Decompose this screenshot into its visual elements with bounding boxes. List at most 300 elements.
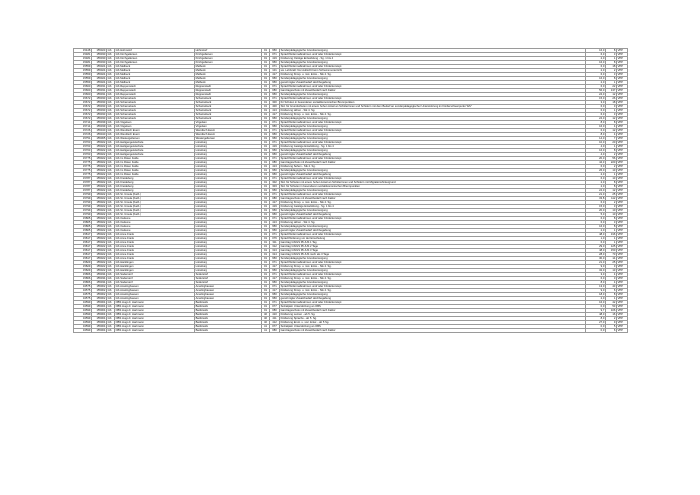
city-cell: Wendisch Evern bbox=[195, 133, 262, 137]
count-cell: 112 bbox=[606, 197, 617, 201]
level-cell: 01 bbox=[262, 149, 270, 153]
hours-cell: 32,0 bbox=[586, 269, 606, 273]
level-cell: 01 bbox=[262, 185, 270, 189]
code-cell: 071 bbox=[270, 285, 280, 289]
school-name-cell: GS Soderstorf bbox=[115, 277, 195, 281]
office-id-cell: 155022 bbox=[92, 177, 107, 181]
school-id-cell: 15799 bbox=[74, 205, 92, 209]
city-cell: Vögelsen bbox=[195, 121, 262, 125]
school-type-cell: GS bbox=[107, 297, 115, 301]
code-cell: 302 bbox=[270, 181, 280, 185]
count-cell: 12 bbox=[606, 189, 617, 193]
code-cell: 950 bbox=[270, 173, 280, 177]
school-name-cell: GS Scharnebeck bbox=[115, 105, 195, 109]
measure-cell: genehmigter Zusatzbedarf Hochbegabung bbox=[280, 229, 586, 233]
level-cell: 01 bbox=[262, 209, 270, 213]
office-id-cell: 155022 bbox=[92, 149, 107, 153]
school-type-cell: GS bbox=[107, 165, 115, 169]
code-cell: 950 bbox=[270, 61, 280, 65]
school-type-cell: GS bbox=[107, 301, 115, 305]
office-id-cell: 155004 bbox=[92, 329, 107, 333]
school-name-cell: GS Heiligengeistschule bbox=[115, 153, 195, 157]
school-id-cell: 15763 bbox=[74, 149, 92, 153]
measure-cell: Förderung Kinsp. u. mot. Entw. - Stk 4. Sg. bbox=[280, 265, 586, 269]
school-name-cell: GS Oedeme bbox=[115, 217, 195, 221]
level-cell: 40 bbox=[262, 321, 270, 325]
measure-cell: Sonderpädagogische Grundversorgung bbox=[280, 137, 586, 141]
count-cell: 1 bbox=[606, 173, 617, 177]
count-cell: 20 bbox=[606, 141, 617, 145]
level-cell: 01 bbox=[262, 249, 270, 253]
code-cell: 950 bbox=[270, 81, 280, 85]
unit-cell: VPP bbox=[617, 57, 628, 61]
school-type-cell: GS bbox=[107, 85, 115, 89]
school-name-cell: GS Melbeck bbox=[115, 65, 195, 69]
school-id-cell: 15829 bbox=[74, 261, 92, 265]
count-cell: 6 bbox=[606, 289, 617, 293]
school-type-cell: GS bbox=[107, 141, 115, 145]
code-cell: 417 bbox=[270, 265, 280, 269]
city-cell: Bardowick bbox=[195, 313, 262, 317]
school-type-cell: GS bbox=[107, 153, 115, 157]
code-cell: 071 bbox=[270, 97, 280, 101]
unit-cell: VPP bbox=[617, 53, 628, 57]
measure-cell: Sonderpädagogische Grundversorgung bbox=[280, 117, 586, 121]
hours-cell: 16,0 bbox=[586, 301, 606, 305]
level-cell: 01 bbox=[262, 265, 270, 269]
count-cell: 56 bbox=[606, 157, 617, 161]
city-cell: Lüneburg bbox=[195, 201, 262, 205]
school-id-cell: 15559 bbox=[74, 81, 92, 85]
measure-cell: Förderung Hören - Stk 4. Sg. bbox=[280, 221, 586, 225]
school-id-cell: 34575 bbox=[74, 297, 92, 301]
code-cell: 071 bbox=[270, 177, 280, 181]
school-name-cell: GS Scharnebeck bbox=[115, 113, 195, 117]
office-id-cell: 155024 bbox=[92, 65, 107, 69]
school-id-cell: 15805 bbox=[74, 225, 92, 229]
school-name-cell: GS Scharnebeck bbox=[115, 109, 195, 113]
hours-cell: 16,0 bbox=[586, 149, 606, 153]
school-name-cell: GS Im Roten Felde bbox=[115, 157, 195, 161]
count-cell: 1 bbox=[606, 81, 617, 85]
hours-cell: 20,0 bbox=[586, 209, 606, 213]
code-cell: 950 bbox=[270, 269, 280, 273]
measure-cell: Sprachfördermaßnahmen und/ oder Förderkonzept bbox=[280, 301, 586, 305]
measure-cell: Förderung Lernen - ab 5. Sg. bbox=[280, 313, 586, 317]
code-cell: 410 bbox=[270, 313, 280, 317]
office-id-cell: 155004 bbox=[92, 305, 107, 309]
city-cell: Kirchgellersen bbox=[195, 61, 262, 65]
unit-cell: VPP bbox=[617, 137, 628, 141]
unit-cell: VPP bbox=[617, 209, 628, 213]
school-name-cell: GS Anne Frank bbox=[115, 241, 195, 245]
count-cell: 1 bbox=[606, 241, 617, 245]
measure-cell: sw. Lehrkraft: Nur Aufsicht beim Schwimmunterricht bbox=[280, 69, 586, 73]
unit-cell: VPP bbox=[617, 169, 628, 173]
office-id-cell: 155033 bbox=[92, 105, 107, 109]
count-cell: 1 bbox=[606, 237, 617, 241]
school-id-cell: 15799 bbox=[74, 201, 92, 205]
unit-cell: VPP bbox=[617, 261, 628, 265]
code-cell: 076 bbox=[270, 237, 280, 241]
level-cell: 01 bbox=[262, 161, 270, 165]
code-cell: 950 bbox=[270, 117, 280, 121]
measure-cell: Sonderpädagogische Grundversorgung bbox=[280, 133, 586, 137]
level-cell: 41 bbox=[262, 325, 270, 329]
city-cell: Amelinghausen bbox=[195, 289, 262, 293]
level-cell: 41 bbox=[262, 329, 270, 333]
school-name-cell: GS Häcklingen bbox=[115, 265, 195, 269]
school-type-cell: GS bbox=[107, 125, 115, 129]
office-id-cell: 155022 bbox=[92, 205, 107, 209]
unit-cell: VPP bbox=[617, 321, 628, 325]
count-cell: 3 bbox=[606, 53, 617, 57]
code-cell: 071 bbox=[270, 121, 280, 125]
code-cell: 071 bbox=[270, 273, 280, 277]
hours-cell: 24,0 bbox=[586, 117, 606, 121]
school-type-cell: GS bbox=[107, 225, 115, 229]
city-cell: Lüneburg bbox=[195, 257, 262, 261]
hours-cell: 6,0 bbox=[586, 241, 606, 245]
level-cell: 01 bbox=[262, 177, 270, 181]
unit-cell: VPP bbox=[617, 285, 628, 289]
measure-cell: Sprachfördermaßnahmen und/ oder Förderkonzept bbox=[280, 273, 586, 277]
city-cell: Bardowick bbox=[195, 329, 262, 333]
count-cell: 4 bbox=[606, 125, 617, 129]
level-cell: 01 bbox=[262, 145, 270, 149]
hours-cell: 4,0 bbox=[586, 145, 606, 149]
city-cell: Lüneburg bbox=[195, 221, 262, 225]
school-type-cell: GS bbox=[107, 105, 115, 109]
code-cell: 071 bbox=[270, 157, 280, 161]
city-cell: Kirchgellersen bbox=[195, 53, 262, 57]
code-cell: 080 bbox=[270, 89, 280, 93]
level-cell: 01 bbox=[262, 233, 270, 237]
school-type-cell: GS bbox=[107, 237, 115, 241]
office-id-cell: 155022 bbox=[92, 241, 107, 245]
school-name-cell: GS Oedeme bbox=[115, 225, 195, 229]
hours-cell: 6,0 bbox=[586, 129, 606, 133]
level-cell: 01 bbox=[262, 73, 270, 77]
unit-cell: VPP bbox=[617, 141, 628, 145]
unit-cell: VPP bbox=[617, 77, 628, 81]
level-cell: 01 bbox=[262, 61, 270, 65]
code-cell: 950 bbox=[270, 213, 280, 217]
measure-cell: Sprachfördermaßnahmen und/ oder Förderkonzept bbox=[280, 141, 586, 145]
school-type-cell: GS bbox=[107, 277, 115, 281]
school-type-cell: GS bbox=[107, 81, 115, 85]
school-id-cell: 34599 bbox=[74, 313, 92, 317]
level-cell: 01 bbox=[262, 81, 270, 85]
school-id-cell: 15672 bbox=[74, 117, 92, 121]
school-name-cell: GS Reppenstedt bbox=[115, 85, 195, 89]
hours-cell: 26,0 bbox=[586, 169, 606, 173]
unit-cell: VPP bbox=[617, 269, 628, 273]
school-type-cell: GS bbox=[107, 109, 115, 113]
hours-cell: 16,0 bbox=[586, 77, 606, 81]
city-cell: Bardowick bbox=[195, 309, 262, 313]
school-type-cell: GS bbox=[107, 113, 115, 117]
measure-cell: Sonderpädagogische Grundversorgung bbox=[280, 257, 586, 261]
hours-cell: 14,0 bbox=[586, 137, 606, 141]
measure-cell: Förderung Ostolge Entwicklung - Sg. 1 bis 4 bbox=[280, 57, 586, 61]
office-id-cell: 155022 bbox=[92, 265, 107, 269]
code-cell: 413 bbox=[270, 109, 280, 113]
measure-cell: Sonderpädagogische Grundversorgung bbox=[280, 149, 586, 153]
school-name-cell: GS Amelinghausen bbox=[115, 285, 195, 289]
office-id-cell: 155024 bbox=[92, 77, 107, 81]
level-cell: 01 bbox=[262, 85, 270, 89]
school-id-cell: 15481 bbox=[74, 61, 92, 65]
school-name-cell: GS Melbeck bbox=[115, 73, 195, 77]
city-cell: Bardowick bbox=[195, 321, 262, 325]
count-cell: 8 bbox=[606, 185, 617, 189]
count-cell: 2 bbox=[606, 165, 617, 169]
unit-cell: VPP bbox=[617, 281, 628, 285]
office-id-cell: 155034 bbox=[92, 277, 107, 281]
code-cell: 080 bbox=[270, 161, 280, 165]
hours-cell: 5,0 bbox=[586, 213, 606, 217]
code-cell: 411 bbox=[270, 317, 280, 321]
office-id-cell: 155022 bbox=[92, 189, 107, 193]
code-cell: 071 bbox=[270, 85, 280, 89]
office-id-cell: 155039 bbox=[92, 125, 107, 129]
code-cell: 080 bbox=[270, 329, 280, 333]
school-name-cell: GS Melbeck bbox=[115, 77, 195, 81]
office-id-cell: 155022 bbox=[92, 209, 107, 213]
unit-cell: VPP bbox=[617, 185, 628, 189]
code-cell: 950 bbox=[270, 153, 280, 157]
school-id-cell: 34599 bbox=[74, 317, 92, 321]
school-name-cell: GS Häcklingen bbox=[115, 261, 195, 265]
measure-cell: Ganztagsschule mit Zusatzbedarf nach Faktor bbox=[280, 89, 586, 93]
school-id-cell: 15817 bbox=[74, 253, 92, 257]
city-cell: Lüneburg bbox=[195, 205, 262, 209]
school-name-cell: GS Kirchgellersen bbox=[115, 53, 195, 57]
school-type-cell: GS bbox=[107, 73, 115, 77]
count-cell: 9 bbox=[606, 321, 617, 325]
count-cell: 22 bbox=[606, 85, 617, 89]
school-type-cell: GS bbox=[107, 257, 115, 261]
office-id-cell: 155022 bbox=[92, 229, 107, 233]
unit-cell: VPP bbox=[617, 109, 628, 113]
count-cell: 2 bbox=[606, 201, 617, 205]
hours-cell: 8,0 bbox=[586, 281, 606, 285]
city-cell: Scharnebeck bbox=[195, 101, 262, 105]
school-type-cell: GS bbox=[107, 325, 115, 329]
count-cell: 8 bbox=[606, 181, 617, 185]
measure-cell: genehmigter Zusatzbedarf Hochbegabung bbox=[280, 297, 586, 301]
count-cell: 1 bbox=[606, 109, 617, 113]
hours-cell: 6,0 bbox=[586, 53, 606, 57]
measure-cell: Sonderpädagogische Grundversorgung bbox=[280, 61, 586, 65]
school-id-cell: 15799 bbox=[74, 209, 92, 213]
school-type-cell: GS bbox=[107, 185, 115, 189]
school-type-cell: GS bbox=[107, 285, 115, 289]
office-id-cell: 155022 bbox=[92, 193, 107, 197]
hours-cell: 48,0 bbox=[586, 313, 606, 317]
school-id-cell: 15775 bbox=[74, 165, 92, 169]
unit-cell: VPP bbox=[617, 245, 628, 249]
school-id-cell: 15481 bbox=[74, 57, 92, 61]
level-cell: 01 bbox=[262, 213, 270, 217]
level-cell: 01 bbox=[262, 117, 270, 121]
school-name-cell: GS Melbeck bbox=[115, 69, 195, 73]
measure-cell: Ganztag GS/GS Pb./HS 1 Tag bbox=[280, 241, 586, 245]
office-id-cell: 155022 bbox=[92, 261, 107, 265]
unit-cell: VPP bbox=[617, 181, 628, 185]
measure-cell: genehmigter Zusatzbedarf Hochbegabung bbox=[280, 213, 586, 217]
code-cell: 077 bbox=[270, 305, 280, 309]
school-name-cell: GS Kreideberg bbox=[115, 177, 195, 181]
city-cell: Soderstorf bbox=[195, 273, 262, 277]
school-type-cell: GS bbox=[107, 49, 115, 53]
code-cell: 950 bbox=[270, 137, 280, 141]
unit-cell: VPP bbox=[617, 129, 628, 133]
school-name-cell: GS Anne Frank bbox=[115, 233, 195, 237]
unit-cell: VPP bbox=[617, 93, 628, 97]
count-cell: 1 bbox=[606, 145, 617, 149]
city-cell: Lüneburg bbox=[195, 189, 262, 193]
school-type-cell: GS bbox=[107, 169, 115, 173]
level-cell: 01 bbox=[262, 285, 270, 289]
unit-cell: VPP bbox=[617, 157, 628, 161]
school-type-cell: GS bbox=[107, 309, 115, 313]
count-cell: 5 bbox=[606, 325, 617, 329]
office-id-cell: 155004 bbox=[92, 313, 107, 317]
school-type-cell: GS bbox=[107, 117, 115, 121]
office-id-cell: 155004 bbox=[92, 321, 107, 325]
measure-cell: Förderung Kinsp. u. mot. Entw. - Stk 4. Sg. bbox=[280, 201, 586, 205]
level-cell: 01 bbox=[262, 65, 270, 69]
count-cell: 8 bbox=[606, 49, 617, 53]
hours-cell: 6,0 bbox=[586, 85, 606, 89]
office-id-cell: 155065 bbox=[92, 137, 107, 141]
hours-cell: 1,0 bbox=[586, 237, 606, 241]
count-cell: 8 bbox=[606, 217, 617, 221]
level-cell: 01 bbox=[262, 113, 270, 117]
school-name-cell: GS Scharnebeck bbox=[115, 101, 195, 105]
level-cell: 01 bbox=[262, 101, 270, 105]
school-id-cell: 15799 bbox=[74, 193, 92, 197]
school-name-cell: GS Anne Frank bbox=[115, 249, 195, 253]
city-cell: Lüneburg bbox=[195, 177, 262, 181]
school-name-cell: GS St. Ursula (Kath.) bbox=[115, 205, 195, 209]
level-cell: 01 bbox=[262, 165, 270, 169]
hours-cell: 16,0 bbox=[586, 225, 606, 229]
office-id-cell: 155002 bbox=[92, 289, 107, 293]
school-id-cell: 15559 bbox=[74, 69, 92, 73]
unit-cell: VPP bbox=[617, 309, 628, 313]
code-cell: 417 bbox=[270, 289, 280, 293]
school-type-cell: GS bbox=[107, 61, 115, 65]
school-name-cell: OBS Hugo F. Hartmann bbox=[115, 309, 195, 313]
city-cell: Soderstorf bbox=[195, 281, 262, 285]
school-name-cell: GS Anne Frank bbox=[115, 245, 195, 249]
school-id-cell: 15829 bbox=[74, 269, 92, 273]
level-cell: 40 bbox=[262, 317, 270, 321]
code-cell: 417 bbox=[270, 73, 280, 77]
city-cell: Lüneburg bbox=[195, 161, 262, 165]
office-id-cell: 155022 bbox=[92, 197, 107, 201]
school-name-cell: GS St. Ursula (Kath.) bbox=[115, 213, 195, 217]
count-cell: 4 bbox=[606, 281, 617, 285]
unit-cell: VPP bbox=[617, 153, 628, 157]
code-cell: 950 bbox=[270, 149, 280, 153]
office-id-cell: 155030 bbox=[92, 53, 107, 57]
school-id-cell: 15817 bbox=[74, 257, 92, 261]
city-cell: Amelinghausen bbox=[195, 297, 262, 301]
school-type-cell: GS bbox=[107, 57, 115, 61]
unit-cell: VPP bbox=[617, 301, 628, 305]
hours-cell: 6,0 bbox=[586, 277, 606, 281]
city-cell: Lüneburg bbox=[195, 237, 262, 241]
level-cell: 01 bbox=[262, 153, 270, 157]
school-name-cell: GS Vögelsen bbox=[115, 125, 195, 129]
city-cell: Lüneburg bbox=[195, 157, 262, 161]
code-cell: 071 bbox=[270, 193, 280, 197]
school-id-cell: 15775 bbox=[74, 173, 92, 177]
city-cell: Scharnebeck bbox=[195, 109, 262, 113]
school-name-cell: GS Im Roten Felde bbox=[115, 169, 195, 173]
level-cell: 01 bbox=[262, 125, 270, 129]
count-cell: 18 bbox=[606, 65, 617, 69]
measure-cell: Sprachfördermaßnahmen und/ oder Förderkonzept bbox=[280, 233, 586, 237]
measure-cell: Sonderpädagogische Grundversorgung bbox=[280, 125, 586, 129]
school-id-cell: 15751 bbox=[74, 137, 92, 141]
school-type-cell: GS bbox=[107, 201, 115, 205]
measure-cell: Sprachfördermaßnahmen und/ oder Förderkonzept bbox=[280, 121, 586, 125]
count-cell: 12 bbox=[606, 117, 617, 121]
measure-cell: Ganztagsschule mit Zusatzbedarf nach Faktor bbox=[280, 161, 586, 165]
count-cell: 10 bbox=[606, 209, 617, 213]
level-cell: 01 bbox=[262, 245, 270, 249]
unit-cell: VPP bbox=[617, 317, 628, 321]
school-id-cell: 15866 bbox=[74, 277, 92, 281]
level-cell: 01 bbox=[262, 137, 270, 141]
level-cell: 01 bbox=[262, 157, 270, 161]
code-cell: 950 bbox=[270, 257, 280, 261]
hours-cell: 3,0 bbox=[586, 101, 606, 105]
hours-cell: 30,0 bbox=[586, 257, 606, 261]
measure-cell: Förderung Kinsp. u. mot. Entw. - Stk 4. Sg. bbox=[280, 73, 586, 77]
code-cell: 314 bbox=[270, 253, 280, 257]
city-cell: Lüneburg bbox=[195, 233, 262, 237]
city-cell: Lüneburg bbox=[195, 241, 262, 245]
city-cell: Westergellersen bbox=[195, 137, 262, 141]
school-name-cell: GS Häcklingen bbox=[115, 269, 195, 273]
hours-cell: 6,0 bbox=[586, 113, 606, 117]
count-cell: 1 bbox=[606, 229, 617, 233]
hours-cell: 48,0 bbox=[586, 233, 606, 237]
city-cell: Melbeck bbox=[195, 81, 262, 85]
level-cell: 01 bbox=[262, 141, 270, 145]
school-name-cell: GS Melbeck bbox=[115, 81, 195, 85]
city-cell: Lüneburg bbox=[195, 269, 262, 273]
unit-cell: VPP bbox=[617, 277, 628, 281]
measure-cell: Sonderpädagogische Grundversorgung bbox=[280, 269, 586, 273]
measure-cell: Sonderpädagogische Grundversorgung bbox=[280, 93, 586, 97]
measure-cell: Sprachfördermaßnahmen und/ oder Förderkonzept bbox=[280, 177, 586, 181]
hours-cell: 8,0 bbox=[586, 133, 606, 137]
level-cell: 40 bbox=[262, 313, 270, 317]
level-cell: 01 bbox=[262, 189, 270, 193]
measure-cell: Sprachfördermaßnahmen und/ oder Förderkonzept bbox=[280, 157, 586, 161]
school-type-cell: GS bbox=[107, 249, 115, 253]
hours-cell: 24,0 bbox=[586, 189, 606, 193]
school-type-cell: GS bbox=[107, 65, 115, 69]
unit-cell: VPP bbox=[617, 213, 628, 217]
